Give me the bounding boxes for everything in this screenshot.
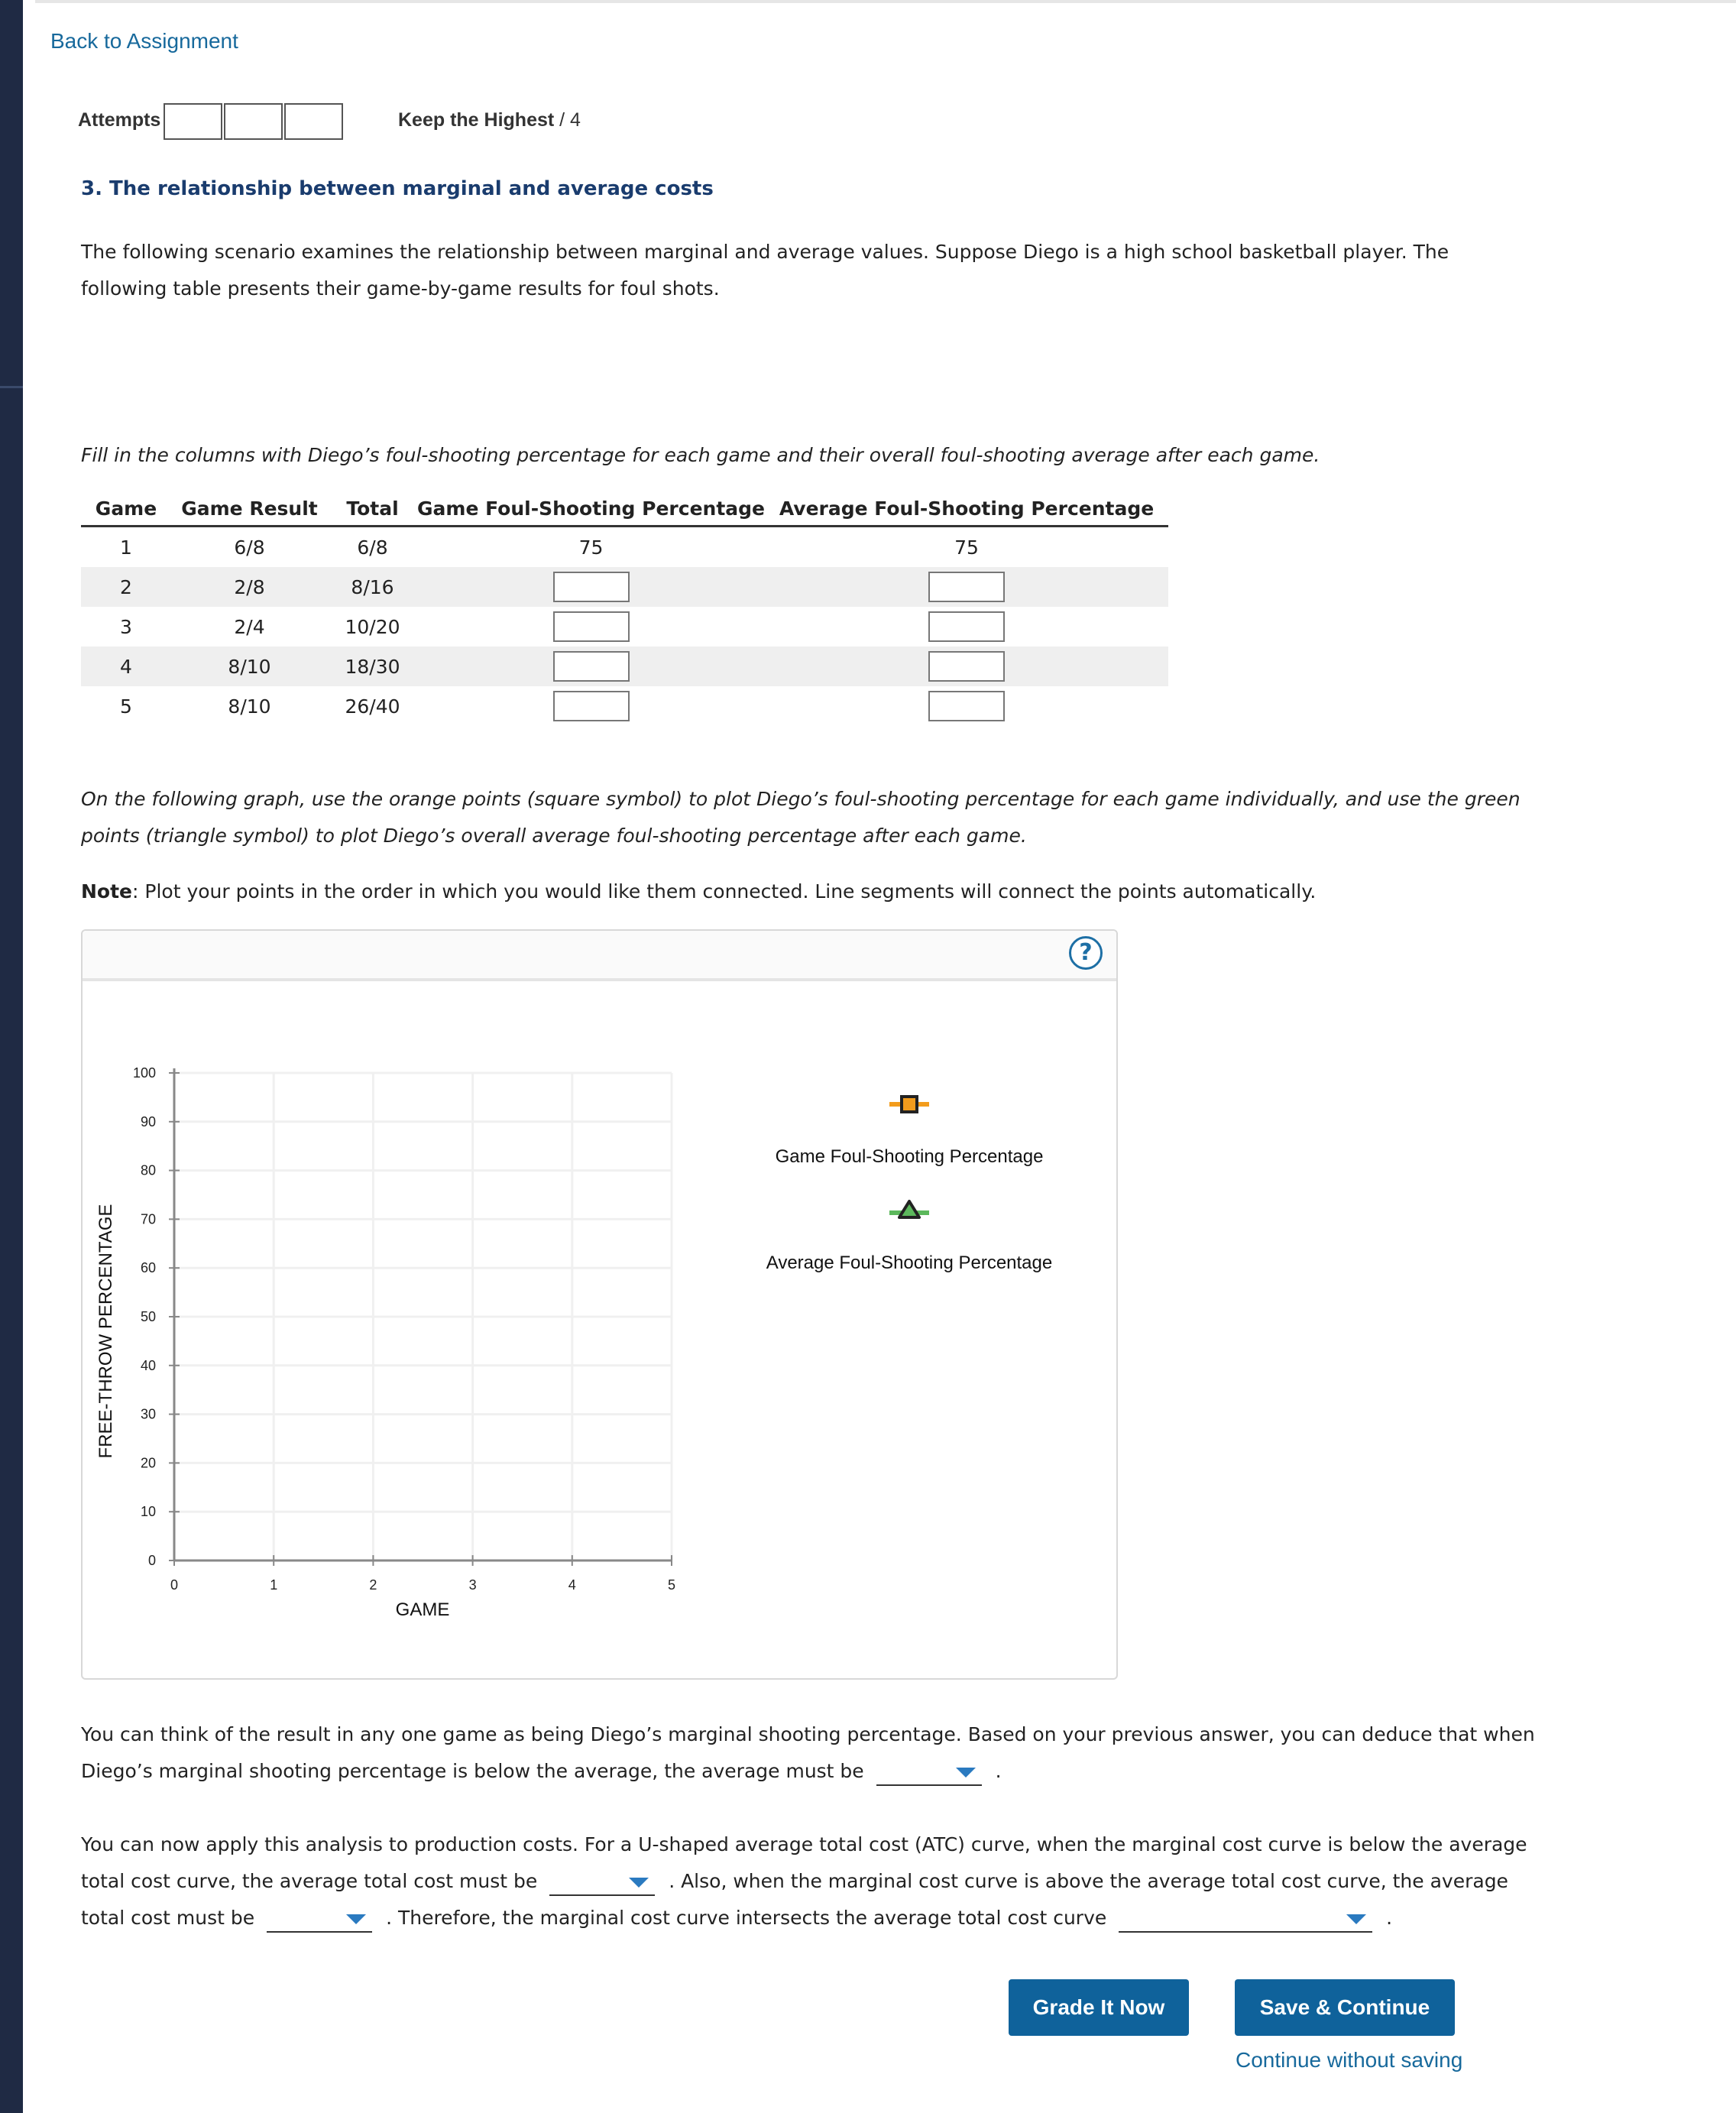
- attempt-box-2: [224, 103, 283, 140]
- cell-avg-pct: [765, 607, 1168, 647]
- y-tick-label: 20: [140, 1455, 156, 1471]
- cell-game-pct: [417, 607, 765, 647]
- cell-result: 6/8: [234, 536, 265, 559]
- y-tick-label: 60: [140, 1260, 156, 1276]
- cell-game: 4: [81, 647, 171, 686]
- cell-avg-pct: [765, 686, 1168, 726]
- q2-line-2: [81, 1863, 1527, 1900]
- cell-game: 5: [120, 695, 132, 718]
- chevron-down-icon: [1346, 1914, 1366, 1924]
- cell-game-pct: 75: [578, 536, 604, 559]
- game-pct-input-2[interactable]: [553, 572, 630, 602]
- question-2: [81, 1826, 1527, 1936]
- graph-instruction-line-1: On the following graph, use the orange points (square symbol) to plot Diego’s foul-shooting percentage for each game individually, and use the green: [81, 788, 1521, 810]
- question-title: 3. The relationship between marginal and average costs: [81, 177, 714, 200]
- q2-dropdown-1[interactable]: [549, 1868, 655, 1896]
- attempt-box-3: [284, 103, 343, 140]
- game-pct-input-5[interactable]: [553, 691, 630, 721]
- cell-game: 2: [81, 567, 171, 607]
- y-tick-label: 30: [140, 1406, 156, 1422]
- left-sidebar-bar: [0, 0, 23, 2113]
- graph-note: [81, 873, 1316, 910]
- q1-dropdown[interactable]: [876, 1758, 982, 1786]
- graph-plot-area[interactable]: [83, 931, 1116, 1678]
- header-avg-pct: Average Foul-Shooting Percentage: [765, 491, 1168, 527]
- header-game-pct: Game Foul-Shooting Percentage: [417, 491, 765, 527]
- avg-pct-triangle-tool-icon[interactable]: [888, 1198, 931, 1221]
- y-tick-label: 90: [140, 1113, 156, 1129]
- cell-total: 18/30: [328, 647, 417, 686]
- cell-result: 8/10: [171, 647, 328, 686]
- q2-text-a: total cost curve, the average total cost must be: [81, 1870, 538, 1892]
- cell-total: 6/8: [357, 536, 388, 559]
- avg-pct-input-4[interactable]: [928, 651, 1005, 682]
- x-tick-label: 5: [667, 1577, 676, 1593]
- q2-line-1: You can now apply this analysis to production costs. For a U-shaped average total cost (ATC) curve, when the marginal cost curve is below the average: [81, 1833, 1527, 1855]
- cell-avg-pct: [765, 647, 1168, 686]
- cell-total: 26/40: [345, 695, 400, 718]
- x-tick-label: 4: [568, 1577, 576, 1593]
- attempt-box-1: [164, 103, 222, 140]
- keep-highest-count: / 4: [554, 109, 581, 131]
- table-row: [81, 567, 1168, 607]
- avg-pct-input-3[interactable]: [928, 611, 1005, 642]
- q2-text-b: . Also, when the marginal cost curve is above the average total cost curve, the average: [669, 1870, 1508, 1892]
- legend-avg-pct-label: Average Foul-Shooting Percentage: [766, 1253, 1053, 1273]
- q2-text-c: total cost must be: [81, 1907, 255, 1929]
- back-to-assignment-link[interactable]: Back to Assignment: [50, 29, 238, 53]
- cell-total: 8/16: [328, 567, 417, 607]
- q2-text-d: . Therefore, the marginal cost curve intersects the average total cost curve: [386, 1907, 1107, 1929]
- x-tick-label: 2: [369, 1577, 377, 1593]
- cell-game: 3: [120, 615, 132, 638]
- intro-paragraph: [81, 234, 1449, 307]
- q2-dropdown-2[interactable]: [267, 1905, 372, 1933]
- table-header-row: [81, 491, 1168, 527]
- q1-line-2: [81, 1753, 1535, 1790]
- graph-instructions: [81, 781, 1521, 854]
- avg-pct-input-2[interactable]: [928, 572, 1005, 602]
- grade-it-now-button[interactable]: Grade It Now: [1009, 1979, 1189, 2036]
- legend-game-pct-label: Game Foul-Shooting Percentage: [775, 1146, 1044, 1167]
- header-game-result: Game Result: [171, 491, 328, 527]
- help-icon[interactable]: ?: [1069, 936, 1103, 970]
- cell-avg-pct: [765, 567, 1168, 607]
- x-tick-label: 1: [270, 1577, 278, 1593]
- cell-game-pct: [417, 567, 765, 607]
- chevron-down-icon: [346, 1914, 366, 1924]
- save-continue-button[interactable]: Save & Continue: [1235, 1979, 1455, 2036]
- y-tick-label: 0: [147, 1553, 156, 1568]
- y-tick-label: 10: [140, 1504, 156, 1520]
- y-tick-label: 40: [140, 1357, 156, 1373]
- graph-instruction-line-2: points (triangle symbol) to plot Diego’s overall average foul-shooting percentage after each game.: [81, 825, 1027, 847]
- game-pct-square-tool-icon[interactable]: [888, 1093, 931, 1116]
- keep-highest-text: [398, 109, 581, 131]
- table-row: [81, 607, 1168, 647]
- table-instruction: Fill in the columns with Diego’s foul-shooting percentage for each game and their overall foul-shooting average after each game.: [81, 444, 1320, 466]
- y-tick-label: 50: [140, 1309, 156, 1324]
- avg-pct-input-5[interactable]: [928, 691, 1005, 721]
- y-tick-label: 100: [132, 1065, 156, 1081]
- y-tick-label: 70: [140, 1211, 156, 1227]
- cell-result: 8/10: [228, 695, 271, 718]
- sidebar-notch: [0, 386, 23, 388]
- results-table: [81, 491, 1168, 726]
- chevron-down-icon: [629, 1878, 649, 1888]
- intro-line-2: following table presents their game-by-game results for foul shots.: [81, 277, 720, 300]
- x-tick-label: 0: [170, 1577, 179, 1593]
- cell-game-pct: [417, 686, 765, 726]
- table-row: [81, 527, 1168, 568]
- top-divider: [35, 0, 1736, 3]
- intro-line-1: The following scenario examines the relationship between marginal and average values. Suppose Diego is a high school basketball player. The: [81, 241, 1449, 263]
- graph-panel: [81, 929, 1118, 1680]
- table-row: [81, 686, 1168, 726]
- chevron-down-icon: [956, 1768, 976, 1778]
- header-game: Game: [81, 491, 171, 527]
- continue-without-saving-link[interactable]: Continue without saving: [1236, 2048, 1463, 2072]
- q1-line-1: You can think of the result in any one game as being Diego’s marginal shooting percentage. Based on your previous answer, you can deduce that when: [81, 1723, 1535, 1745]
- cell-game-pct: [417, 647, 765, 686]
- game-pct-input-4[interactable]: [553, 651, 630, 682]
- table-row: [81, 647, 1168, 686]
- y-tick-label: 80: [140, 1162, 156, 1178]
- note-bold: Note: [81, 880, 133, 903]
- header-total: Total: [328, 491, 417, 527]
- attempts-label: Attempts: [78, 109, 161, 131]
- q1-text-a: Diego’s marginal shooting percentage is below the average, the average must be: [81, 1760, 864, 1782]
- cell-total: 10/20: [345, 615, 400, 638]
- x-axis-title: GAME: [395, 1599, 450, 1620]
- question-1: [81, 1716, 1535, 1790]
- cell-result: 2/8: [171, 567, 328, 607]
- q1-text-b: .: [995, 1760, 1002, 1782]
- q2-text-e: .: [1386, 1907, 1393, 1929]
- q2-line-3: [81, 1900, 1527, 1936]
- cell-game: 1: [120, 536, 132, 559]
- q2-dropdown-3[interactable]: [1119, 1905, 1372, 1933]
- keep-highest-bold: Keep the Highest: [398, 109, 555, 131]
- cell-avg-pct: 75: [954, 536, 979, 559]
- note-text: : Plot your points in the order in which you would like them connected. Line segments will connect the points automatically.: [132, 880, 1317, 903]
- y-axis-title: FREE-THROW PERCENTAGE: [96, 1204, 116, 1459]
- x-tick-label: 3: [468, 1577, 477, 1593]
- cell-result: 2/4: [234, 615, 265, 638]
- game-pct-input-3[interactable]: [553, 611, 630, 642]
